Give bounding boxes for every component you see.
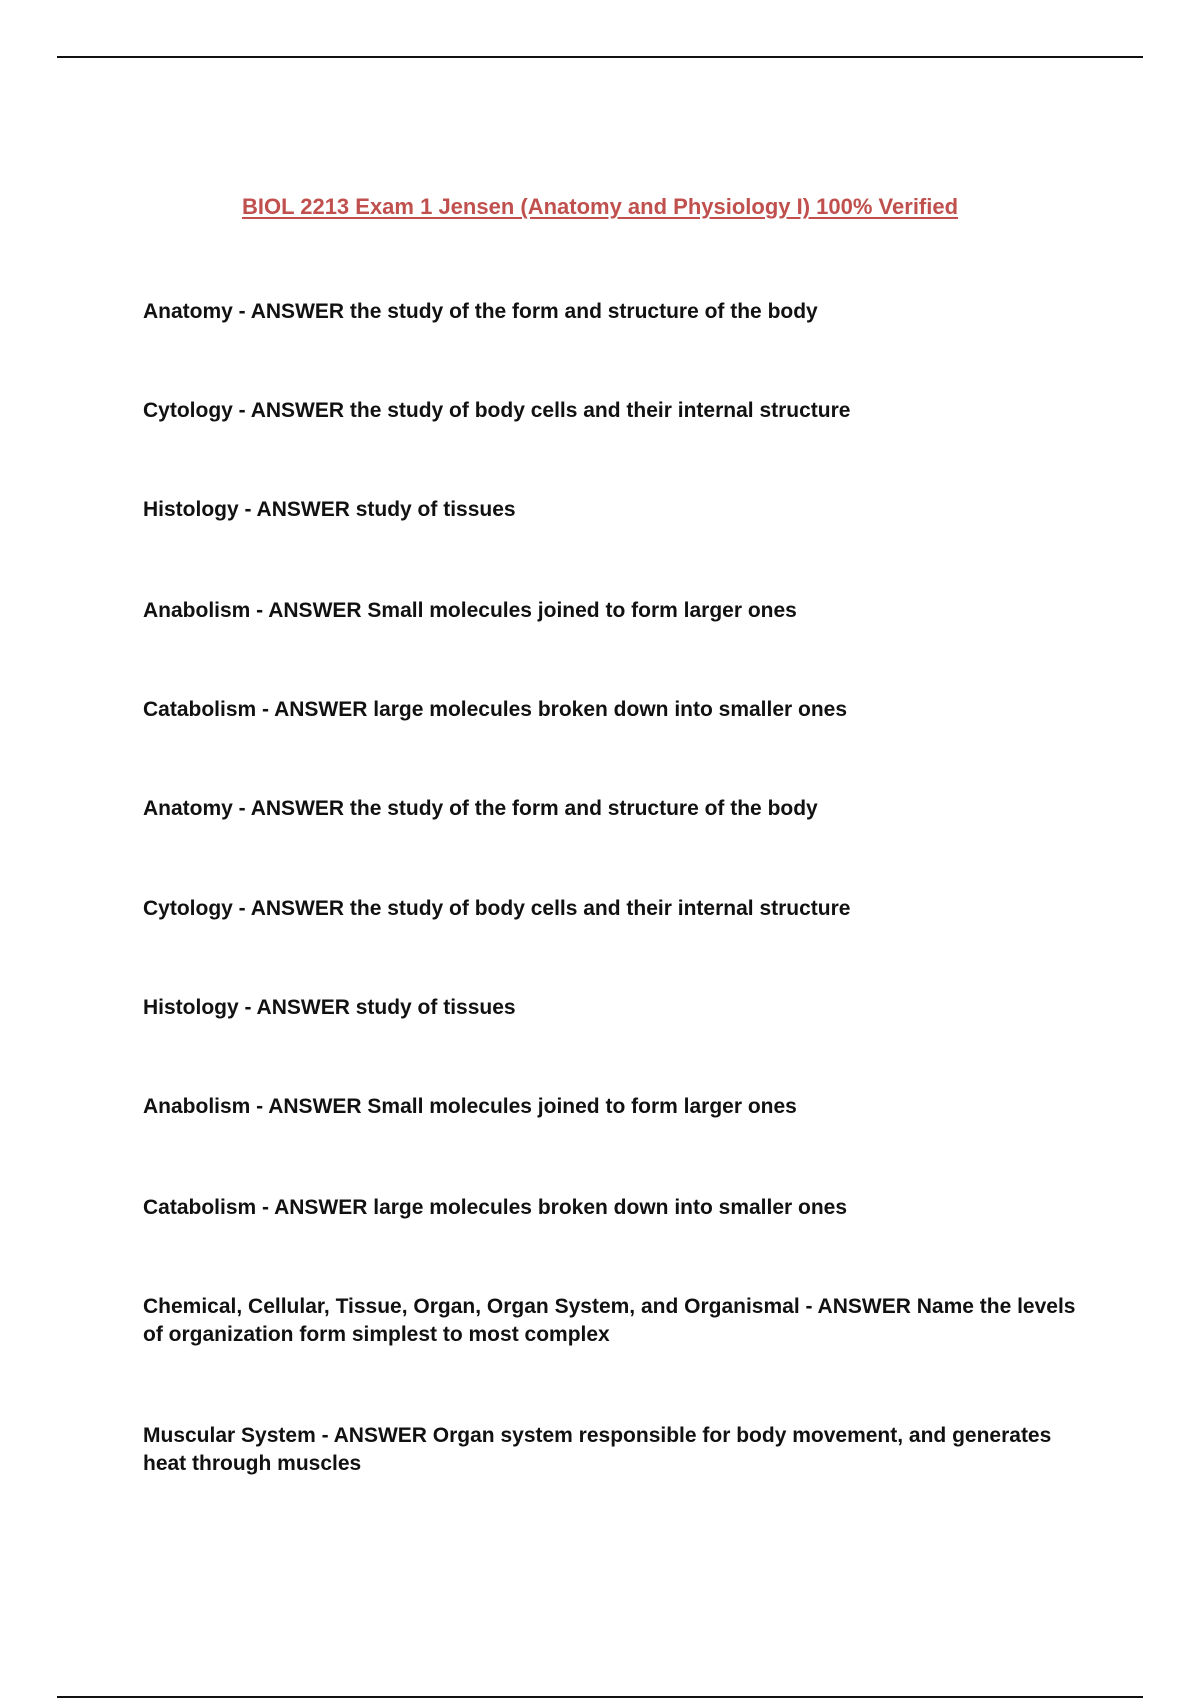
qa-item: Anatomy - ANSWER the study of the form and structure of the body bbox=[143, 300, 818, 323]
qa-item: Chemical, Cellular, Tissue, Organ, Organ System, and Organismal - ANSWER Name the levels of organization form simplest to most complex bbox=[143, 1295, 1076, 1346]
qa-item: Muscular System - ANSWER Organ system responsible for body movement, and generates heat through muscles bbox=[143, 1424, 1052, 1475]
qa-item: Histology - ANSWER study of tissues bbox=[143, 498, 516, 521]
qa-item: Anabolism - ANSWER Small molecules joined to form larger ones bbox=[143, 1095, 797, 1118]
qa-item: Cytology - ANSWER the study of body cells and their internal structure bbox=[143, 399, 851, 422]
qa-item: Catabolism - ANSWER large molecules broken down into smaller ones bbox=[143, 698, 848, 721]
qa-item: Cytology - ANSWER the study of body cells and their internal structure bbox=[143, 897, 851, 920]
qa-item: Anatomy - ANSWER the study of the form and structure of the body bbox=[143, 797, 818, 820]
bottom-rule bbox=[57, 1696, 1143, 1698]
qa-item: Histology - ANSWER study of tissues bbox=[143, 996, 516, 1019]
qa-item: Anabolism - ANSWER Small molecules joined to form larger ones bbox=[143, 599, 797, 622]
qa-item: Catabolism - ANSWER large molecules broken down into smaller ones bbox=[143, 1196, 848, 1219]
document-title-text: BIOL 2213 Exam 1 Jensen (Anatomy and Physiology I) 100% Verified bbox=[241, 194, 959, 219]
